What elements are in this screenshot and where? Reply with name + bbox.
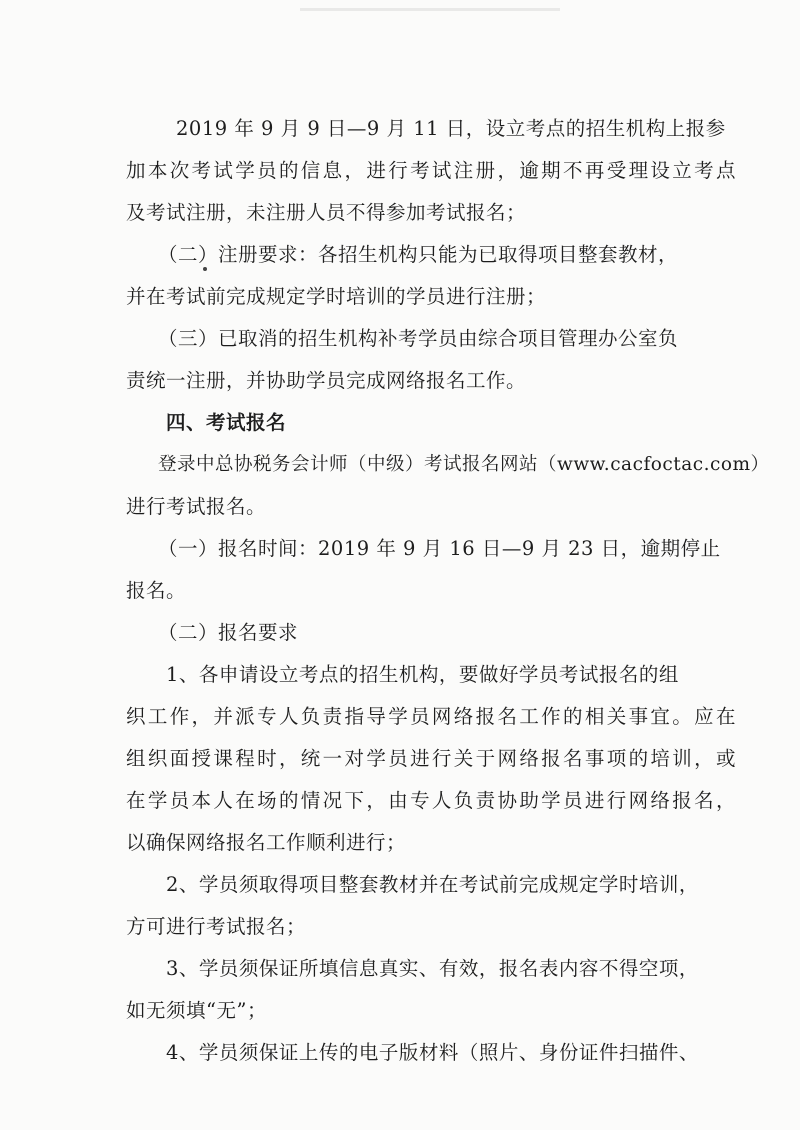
text-line: 进行考试报名。 [126,495,267,518]
text-line: 登录中总协税务会计师（中级）考试报名网站（www.cacfoctac.com） [158,454,770,475]
text-line: 以确保网络报名工作顺利进行； [126,831,407,854]
text-line: 及考试注册，未注册人员不得参加考试报名； [126,201,527,224]
text-line: 3、学员须保证所填信息真实、有效，报名表内容不得空项， [166,957,699,980]
scan-artifact [300,8,560,11]
text-line: 如无须填“无”； [126,999,267,1022]
section-heading: 四、考试报名 [166,411,287,434]
text-line: （二）注册要求：各招生机构只能为已取得项目整套教材， [158,243,679,266]
text-line: 方可进行考试报名； [126,915,307,938]
text-line: 加本次考试学员的信息，进行考试注册，逾期不再受理设立考点 [126,159,736,182]
text-line: 织工作，并派专人负责指导学员网络报名工作的相关事宜。应在 [126,705,736,728]
text-line: 报名。 [126,579,187,602]
text-line: 4、学员须保证上传的电子版材料（照片、身份证件扫描件、 [166,1041,699,1064]
text-line: （一）报名时间：2019 年 9 月 16 日—9 月 23 日，逾期停止 [158,537,721,560]
text-line: 组织面授课程时，统一对学员进行关于网络报名事项的培训，或 [126,747,736,770]
text-line: 在学员本人在场的情况下，由专人负责协助学员进行网络报名， [126,789,736,812]
text-line: 2、学员须取得项目整套教材并在考试前完成规定学时培训， [166,873,699,896]
subheading: （二）报名要求 [158,621,299,644]
text-line: 2019 年 9 月 9 日—9 月 11 日，设立考点的招生机构上报参 [176,117,726,140]
text-line: 责统一注册，并协助学员完成网络报名工作。 [126,369,527,392]
scan-speck [203,267,207,271]
text-line: （三）已取消的招生机构补考学员由综合项目管理办公室负 [158,327,679,350]
text-line: 1、各申请设立考点的招生机构，要做好学员考试报名的组 [166,663,679,686]
text-line: 并在考试前完成规定学时培训的学员进行注册； [126,285,547,308]
